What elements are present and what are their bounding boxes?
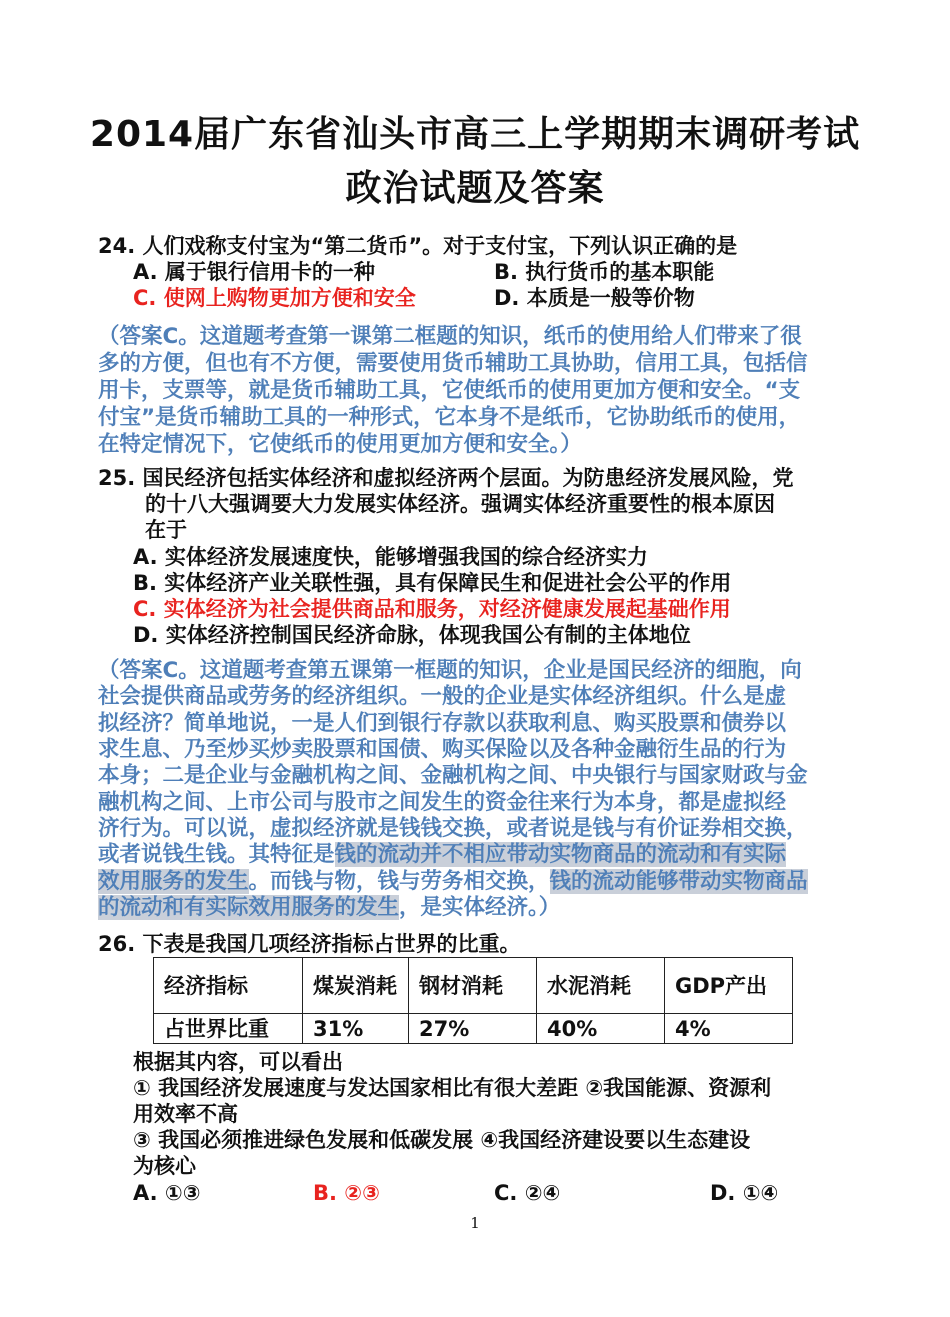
document-title-line2: 政治试题及答案 bbox=[345, 168, 605, 209]
q25-option-d: D. 实体经济控制国民经济命脉，体现我国公有制的主体地位 bbox=[133, 623, 691, 647]
q25-answer-line: 融机构之间、上市公司与股市之间发生的资金往来行为本身，都是虚拟经 bbox=[98, 790, 787, 815]
table-header-cell: 钢材消耗 bbox=[409, 958, 537, 1014]
table-cell: 4% bbox=[665, 1014, 793, 1044]
q24-option-c-correct: C. 使网上购物更加方便和安全 bbox=[133, 286, 416, 310]
q25-answer-line: （答案C。这道题考查第五课第一框题的知识，企业是国民经济的细胞，向 bbox=[98, 658, 802, 683]
q25-answer-line bbox=[98, 894, 560, 921]
q24-answer-line: （答案C。这道题考查第一课第二框题的知识，纸币的使用给人们带来了很 bbox=[98, 324, 802, 349]
document-title-line1: 2014届广东省汕头市高三上学期期末调研考试 bbox=[89, 114, 861, 155]
answer-text: 。而钱与物，钱与劳务相交换， bbox=[248, 869, 550, 894]
q26-statement: 为核心 bbox=[133, 1154, 196, 1178]
q25-answer-line: 拟经济？简单地说，一是人们到银行存款以获取利息、购买股票和债券以 bbox=[98, 711, 787, 736]
q26-option-a: A. ①③ bbox=[133, 1181, 201, 1205]
economic-indicators-table bbox=[153, 957, 793, 1044]
q25-answer-line bbox=[98, 868, 808, 895]
q24-stem: 24. 人们戏称支付宝为“第二货币”。对于支付宝，下列认识正确的是 bbox=[98, 234, 738, 258]
q26-option-d: D. ①④ bbox=[710, 1181, 779, 1205]
q26-statement: ① 我国经济发展速度与发达国家相比有很大差距 ②我国能源、资源利 bbox=[133, 1076, 772, 1100]
q25-option-b: B. 实体经济产业关联性强，具有保障民生和促进社会公平的作用 bbox=[133, 571, 732, 595]
table-cell: 27% bbox=[409, 1014, 537, 1044]
q25-answer-line bbox=[98, 841, 786, 868]
q25-stem-line1: 25. 国民经济包括实体经济和虚拟经济两个层面。为防患经济发展风险，党 bbox=[98, 466, 794, 490]
q26-intro: 根据其内容，可以看出 bbox=[133, 1050, 343, 1074]
highlighted-text: 钱的流动并不相应带动实物商品的流动和有实际 bbox=[334, 842, 787, 867]
table-header-cell: 水泥消耗 bbox=[537, 958, 665, 1014]
table-header-cell: 经济指标 bbox=[154, 958, 303, 1014]
table-row bbox=[154, 1014, 793, 1044]
q25-answer-line: 社会提供商品或劳务的经济组织。一般的企业是实体经济组织。什么是虚 bbox=[98, 684, 787, 709]
table-header-cell: 煤炭消耗 bbox=[303, 958, 409, 1014]
table-header-cell: GDP产出 bbox=[665, 958, 793, 1014]
q26-stem: 26. 下表是我国几项经济指标占世界的比重。 bbox=[98, 932, 521, 956]
answer-text: ，是实体经济。） bbox=[399, 895, 561, 920]
q26-option-b-correct: B. ②③ bbox=[313, 1181, 380, 1205]
q25-answer-line: 济行为。可以说，虚拟经济就是钱钱交换，或者说是钱与有价证券相交换， bbox=[98, 816, 808, 841]
q24-answer-line: 付宝”是货币辅助工具的一种形式，它本身不是纸币，它协助纸币的使用， bbox=[98, 405, 801, 430]
table-header-row bbox=[154, 958, 793, 1014]
q26-option-c: C. ②④ bbox=[494, 1181, 561, 1205]
q26-statement: 用效率不高 bbox=[133, 1102, 238, 1126]
q24-option-b: B. 执行货币的基本职能 bbox=[494, 260, 715, 284]
q24-option-d: D. 本质是一般等价物 bbox=[494, 286, 695, 310]
q24-answer-line: 用卡，支票等，就是货币辅助工具，它使纸币的使用更加方便和安全。“支 bbox=[98, 378, 801, 403]
q25-option-c-correct: C. 实体经济为社会提供商品和服务，对经济健康发展起基础作用 bbox=[133, 597, 731, 621]
q25-answer-line: 本身；二是企业与金融机构之间、金融机构之间、中央银行与国家财政与金 bbox=[98, 763, 808, 788]
q26-statement: ③ 我国必须推进绿色发展和低碳发展 ④我国经济建设要以生态建设 bbox=[133, 1128, 751, 1152]
highlighted-text: 钱的流动能够带动实物商品 bbox=[549, 869, 808, 894]
table-cell: 占世界比重 bbox=[154, 1014, 303, 1044]
table-cell: 40% bbox=[537, 1014, 665, 1044]
q24-option-a: A. 属于银行信用卡的一种 bbox=[133, 260, 375, 284]
q25-answer-line: 求生息、乃至炒买炒卖股票和国债、购买保险以及各种金融衍生品的行为 bbox=[98, 737, 787, 762]
answer-text: 或者说钱生钱。其特征是 bbox=[98, 842, 335, 867]
q25-option-a: A. 实体经济发展速度快，能够增强我国的综合经济实力 bbox=[133, 545, 648, 569]
table-cell: 31% bbox=[303, 1014, 409, 1044]
q25-stem-line3: 在于 bbox=[145, 518, 187, 542]
q24-answer-line: 在特定情况下，它使纸币的使用更加方便和安全。） bbox=[98, 432, 582, 457]
page-number: 1 bbox=[470, 1214, 480, 1232]
highlighted-text: 的流动和有实际效用服务的发生 bbox=[98, 895, 400, 920]
highlighted-text: 效用服务的发生 bbox=[98, 869, 249, 894]
q24-answer-line: 多的方便，但也有不方便，需要使用货币辅助工具协助，信用工具，包括信 bbox=[98, 351, 808, 376]
q25-stem-line2: 的十八大强调要大力发展实体经济。强调实体经济重要性的根本原因 bbox=[145, 492, 775, 516]
